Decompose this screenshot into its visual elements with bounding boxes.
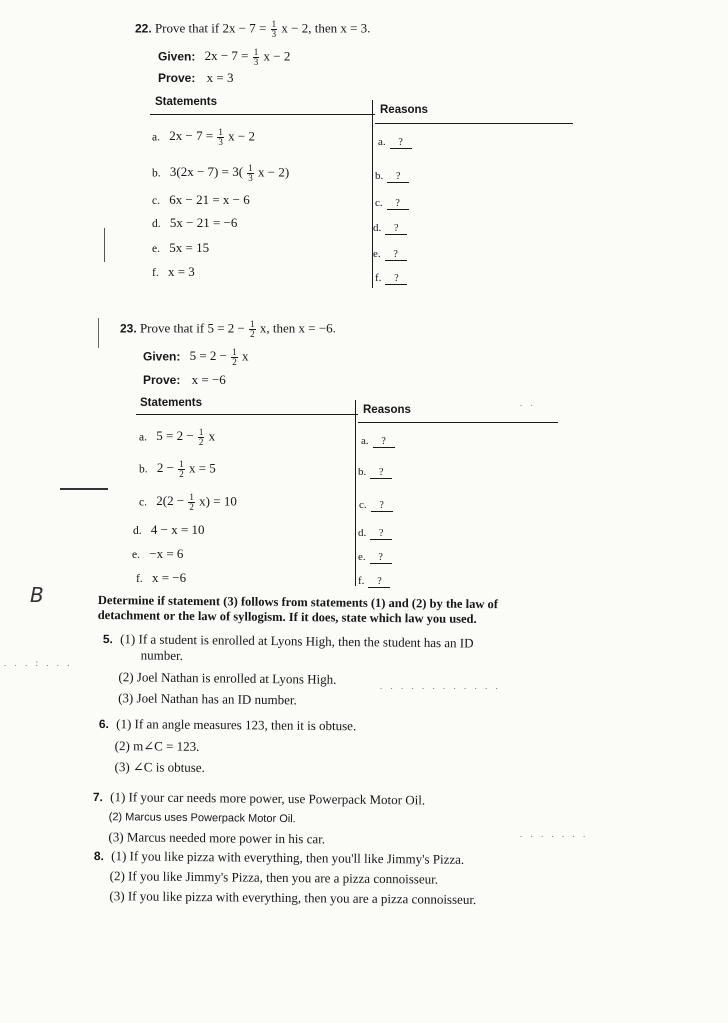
item-number: 8. xyxy=(93,848,104,864)
reason-row xyxy=(361,435,395,448)
table-divider xyxy=(355,400,356,586)
statement-2: (2) Joel Nathan is enrolled at Lyons High. xyxy=(118,669,337,687)
reason-letter: d. xyxy=(358,527,367,539)
fraction xyxy=(231,348,238,367)
prompt-text: x, then x = −6. xyxy=(259,320,336,336)
fraction xyxy=(247,164,254,183)
fraction-denominator: 2 xyxy=(198,437,204,447)
row-letter: e. xyxy=(132,549,140,561)
row-letter: a. xyxy=(152,131,160,144)
reason-row xyxy=(358,551,392,564)
statement-row xyxy=(139,493,237,512)
statement-text: 5x − 21 = −6 xyxy=(169,215,238,230)
statement-text: x) = 10 xyxy=(199,493,237,509)
scan-artifact-line xyxy=(60,488,108,490)
item-5 xyxy=(102,629,474,713)
reasons-header: Reasons xyxy=(363,404,411,416)
problem-number: 23. xyxy=(120,321,137,336)
reason-blank[interactable]: ? xyxy=(373,436,395,448)
section-b-instructions xyxy=(98,593,498,627)
reason-letter: a. xyxy=(378,136,386,148)
row-letter: c. xyxy=(139,496,147,509)
fraction xyxy=(253,48,260,67)
problem-23-given xyxy=(143,348,249,367)
fraction-numerator: 1 xyxy=(253,47,259,57)
statement-text: x = −6 xyxy=(151,570,187,585)
reason-row xyxy=(358,527,392,540)
fraction-denominator: 3 xyxy=(253,57,259,67)
item-7 xyxy=(92,787,425,850)
statement-text: x − 2) xyxy=(258,164,290,180)
statement-row xyxy=(139,428,215,447)
fraction xyxy=(188,493,195,512)
row-letter: b. xyxy=(139,463,148,476)
statement-3: (3) Marcus needed more power in his car. xyxy=(108,829,326,847)
fraction-numerator: 1 xyxy=(179,459,184,469)
fraction-numerator: 1 xyxy=(189,492,194,502)
fraction-denominator: 3 xyxy=(248,173,253,183)
fraction xyxy=(178,460,185,479)
reason-row xyxy=(373,222,407,235)
row-letter: c. xyxy=(152,195,160,207)
problem-22-prompt xyxy=(135,20,370,39)
problem-23-prompt xyxy=(120,320,336,339)
reason-row xyxy=(373,248,407,261)
reason-letter: c. xyxy=(359,499,367,511)
statement-text: x xyxy=(208,428,216,444)
scan-speckle: . . xyxy=(520,398,536,408)
fraction-denominator: 2 xyxy=(179,469,184,479)
given-label: Given: xyxy=(158,49,196,64)
reason-row xyxy=(375,170,409,183)
table-header-line xyxy=(375,123,573,124)
item-number: 5. xyxy=(102,631,113,647)
row-letter: b. xyxy=(152,167,161,180)
fraction-numerator: 1 xyxy=(248,163,253,173)
reasons-header: Reasons xyxy=(380,104,428,116)
statement-text: 2 − xyxy=(156,460,174,476)
prompt-text: x − 2, then x = 3. xyxy=(281,20,371,36)
prove-label: Prove: xyxy=(143,373,181,387)
reason-row xyxy=(375,197,409,210)
prove-label: Prove: xyxy=(158,71,196,85)
row-letter: f. xyxy=(136,573,143,585)
statement-text: 5x = 15 xyxy=(169,240,210,255)
problem-23-prove xyxy=(143,372,226,388)
scan-speckle: . . . . . . . . . . . . xyxy=(380,681,501,691)
given-text: x xyxy=(242,348,249,364)
fraction-denominator: 3 xyxy=(218,137,223,147)
statement-3: (3) If you like pizza with everything, then you are a pizza connoisseur. xyxy=(109,888,477,908)
reason-blank[interactable]: ? xyxy=(387,198,409,210)
reason-letter: e. xyxy=(358,551,366,563)
statement-2: (2) Marcus uses Powerpack Motor Oil. xyxy=(108,811,296,826)
scan-artifact-line xyxy=(104,228,105,262)
statement-row xyxy=(136,570,186,586)
reason-blank[interactable]: ? xyxy=(385,273,407,285)
problem-number: 22. xyxy=(135,21,152,36)
reason-letter: f. xyxy=(358,575,365,587)
fraction-denominator: 2 xyxy=(189,502,194,512)
reason-blank[interactable]: ? xyxy=(370,552,392,564)
fraction-denominator: 2 xyxy=(250,329,255,339)
reason-blank[interactable]: ? xyxy=(390,137,412,149)
fraction-numerator: 1 xyxy=(250,319,255,329)
statements-header: Statements xyxy=(155,96,217,108)
statement-text: −x = 6 xyxy=(149,546,184,561)
statement-row xyxy=(132,546,183,562)
statement-text: 2x − 7 = xyxy=(169,128,214,144)
problem-22-given xyxy=(158,48,290,67)
reason-blank[interactable]: ? xyxy=(370,467,392,479)
row-letter: d. xyxy=(133,525,142,537)
row-letter: d. xyxy=(152,218,161,230)
statement-1: (1) If your car needs more power, use Powerpack Motor Oil. xyxy=(110,789,426,808)
statement-row xyxy=(152,264,195,280)
statements-header: Statements xyxy=(140,397,202,409)
prove-text: x = 3 xyxy=(206,70,234,85)
statement-text: 4 − x = 10 xyxy=(150,522,205,537)
scan-artifact-line xyxy=(98,318,99,348)
fraction xyxy=(271,20,278,39)
row-letter: a. xyxy=(139,431,147,444)
statement-2: (2) m∠C = 123. xyxy=(114,738,200,754)
scan-speckle: . . . . . . . xyxy=(520,829,589,839)
table-header-line xyxy=(358,422,558,423)
statement-1: (1) If a student is enrolled at Lyons High, then the student has an ID xyxy=(120,631,474,651)
statement-1-continued: number. xyxy=(140,647,184,663)
reason-letter: a. xyxy=(361,435,369,447)
reason-letter: c. xyxy=(375,197,383,209)
given-text: x − 2 xyxy=(263,48,291,64)
statement-row xyxy=(152,164,289,183)
table-header-line xyxy=(150,114,375,115)
statement-text: x − 2 xyxy=(228,128,255,144)
reason-blank[interactable]: ? xyxy=(387,171,409,183)
fraction-numerator: 1 xyxy=(198,427,204,437)
statement-text: 3(2x − 7) = 3( xyxy=(169,164,244,180)
given-label: Given: xyxy=(143,349,181,364)
fraction-numerator: 1 xyxy=(232,347,237,357)
prompt-text: Prove that if 2x − 7 = xyxy=(154,20,267,36)
reason-blank[interactable]: ? xyxy=(368,576,390,588)
row-letter: e. xyxy=(152,243,160,255)
reason-row xyxy=(358,466,392,479)
statement-row xyxy=(152,215,237,231)
table-header-line xyxy=(136,414,358,415)
statement-2: (2) If you like Jimmy's Pizza, then you are a pizza connoisseur. xyxy=(109,868,439,887)
reason-letter: b. xyxy=(358,466,367,478)
reason-row xyxy=(375,272,407,285)
statement-row xyxy=(152,128,255,147)
fraction-numerator: 1 xyxy=(271,19,277,29)
statement-text: 2(2 − xyxy=(156,493,185,509)
fraction xyxy=(217,128,224,147)
fraction xyxy=(198,428,205,447)
reason-letter: b. xyxy=(375,170,384,182)
prompt-text: Prove that if 5 = 2 − xyxy=(139,320,245,336)
scan-speckle: . . . : . . . xyxy=(4,658,73,668)
reason-blank[interactable]: ? xyxy=(370,528,392,540)
item-6 xyxy=(98,713,356,779)
statement-row xyxy=(133,522,205,538)
statement-text: x = 3 xyxy=(167,264,195,279)
statement-row xyxy=(152,192,250,208)
given-text: 5 = 2 − xyxy=(189,348,228,364)
statement-text: 5 = 2 − xyxy=(156,428,194,444)
statement-row xyxy=(152,240,209,256)
problem-22-prove xyxy=(158,70,233,86)
item-number: 6. xyxy=(98,716,109,732)
statement-1: (1) If you like pizza with everything, then you'll like Jimmy's Pizza. xyxy=(111,848,465,867)
fraction-numerator: 1 xyxy=(218,127,223,137)
reason-row xyxy=(359,499,393,512)
item-number: 7. xyxy=(92,789,103,805)
section-b-handwritten-mark: B xyxy=(30,583,44,607)
reason-letter: d. xyxy=(373,222,382,234)
reason-blank[interactable]: ? xyxy=(385,249,407,261)
reason-blank[interactable]: ? xyxy=(371,500,393,512)
instructions-line: Determine if statement (3) follows from statements (1) and (2) by the law of xyxy=(97,593,499,612)
statement-text: 6x − 21 = x − 6 xyxy=(169,192,250,207)
statement-row xyxy=(139,460,216,479)
fraction-denominator: 2 xyxy=(232,357,237,367)
prove-text: x = −6 xyxy=(191,372,226,387)
statement-3: (3) Joel Nathan has an ID number. xyxy=(118,690,297,708)
given-text: 2x − 7 = xyxy=(204,48,249,64)
reason-row xyxy=(378,136,412,149)
reason-letter: f. xyxy=(375,272,382,284)
statement-3: (3) ∠C is obtuse. xyxy=(114,759,205,775)
statement-text: x = 5 xyxy=(188,460,216,476)
row-letter: f. xyxy=(152,267,159,279)
item-8 xyxy=(93,846,476,910)
reason-row xyxy=(358,575,390,588)
instructions-line: detachment or the law of syllogism. If it does, state which law you used. xyxy=(97,607,477,626)
fraction xyxy=(249,320,256,339)
reason-blank[interactable]: ? xyxy=(385,223,407,235)
reason-letter: e. xyxy=(373,248,381,260)
fraction-denominator: 3 xyxy=(271,29,277,39)
statement-1: (1) If an angle measures 123, then it is obtuse. xyxy=(116,716,357,734)
